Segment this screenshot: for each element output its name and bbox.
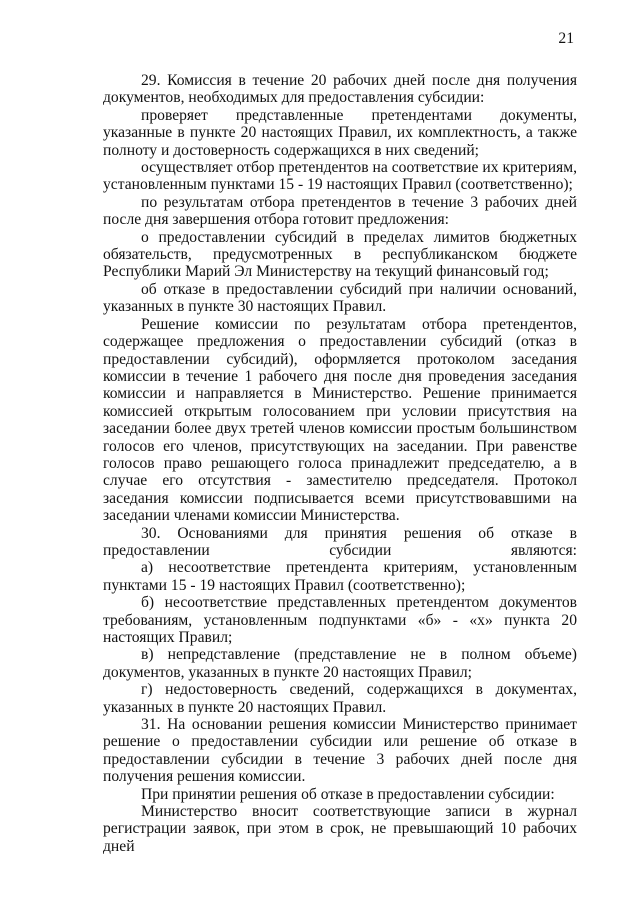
page-number: 21 (558, 30, 574, 47)
paragraph-check-documents: проверяет представленные претендентами документы, указанные в пункте 20 настоящих Правил, их комплектность, а также полноту и достоверность содержащихся в них сведений; (103, 106, 577, 159)
paragraph-commission-decision: Решение комиссии по результатам отбора претендентов, содержащее предложения о предоставлении субсидий (отказ в предоставлении субсидий), оформляется протоколом заседания комиссии в течение 1 рабочего дня после дня проведения заседания комиссии и направляется в Министерство. Решение принимается комиссией открытым голосованием при условии присутствия на заседании более двух третей членов комиссии простым большинством голосов его членов, присутствующих на заседании. При равенстве голосов право решающего голоса принадлежит председателю, а в случае его отсутствия - заместителю председателя. Протокол заседания комиссии подписывается всеми присутствовавшими на заседании членами комиссии Министерства. (103, 315, 577, 525)
paragraph-30-b: б) несоответствие представленных претендентом документов требованиям, установленным подпунктами «б» - «х» пункта 20 настоящих Правил; (103, 594, 577, 646)
paragraph-refusal-case: При принятии решения об отказе в предоставлении субсидии: (141, 785, 555, 803)
paragraph-ministry-records: Министерство вносит соответствующие записи в журнал регистрации заявок, при этом в срок, не превышающий 10 рабочих дней (103, 803, 577, 855)
paragraph-30-v: в) непредставление (представление не в полном объеме) документов, указанных в пункте 20 настоящих Правил; (103, 646, 577, 681)
paragraph-prepare-proposals: по результатам отбора претендентов в течение 3 рабочих дней после дня завершения отбора готовит предложения: (103, 193, 577, 229)
paragraph-30-a: а) несоответствие претендента критериям, установленным пунктами 15 - 19 настоящих Правил (соответственно); (103, 559, 577, 594)
paragraph-selection-criteria: осуществляет отбор претендентов на соответствие их критериям, установленным пунктами 15 - 19 настоящих Правил (соответственно); (103, 159, 577, 194)
paragraph-grant-subsidy: о предоставлении субсидий в пределах лимитов бюджетных обязательств, предусмотренных в республиканском бюджете Республики Марий Эл Министерству на текущий финансовый год; (103, 228, 577, 281)
paragraph-refuse-subsidy: об отказе в предоставлении субсидий при наличии оснований, указанных в пункте 30 настоящих Правил. (103, 280, 577, 316)
paragraph-29-intro: 29. Комиссия в течение 20 рабочих дней после дня получения документов, необходимых для предоставления субсидии: (103, 72, 577, 107)
paragraph-30-intro: 30. Основаниями для принятия решения об отказе в предоставлении субсидии являются: (103, 524, 577, 559)
paragraph-30-g: г) недостоверность сведений, содержащихся в документах, указанных в пункте 20 настоящих Правил. (103, 681, 577, 716)
paragraph-31: 31. На основании решения комиссии Министерство принимает решение о предоставлении субсидии или решение об отказе в предоставлении субсидии в течение 3 рабочих дней после дня получения решения комиссии. (103, 716, 577, 786)
document-body (103, 72, 577, 855)
